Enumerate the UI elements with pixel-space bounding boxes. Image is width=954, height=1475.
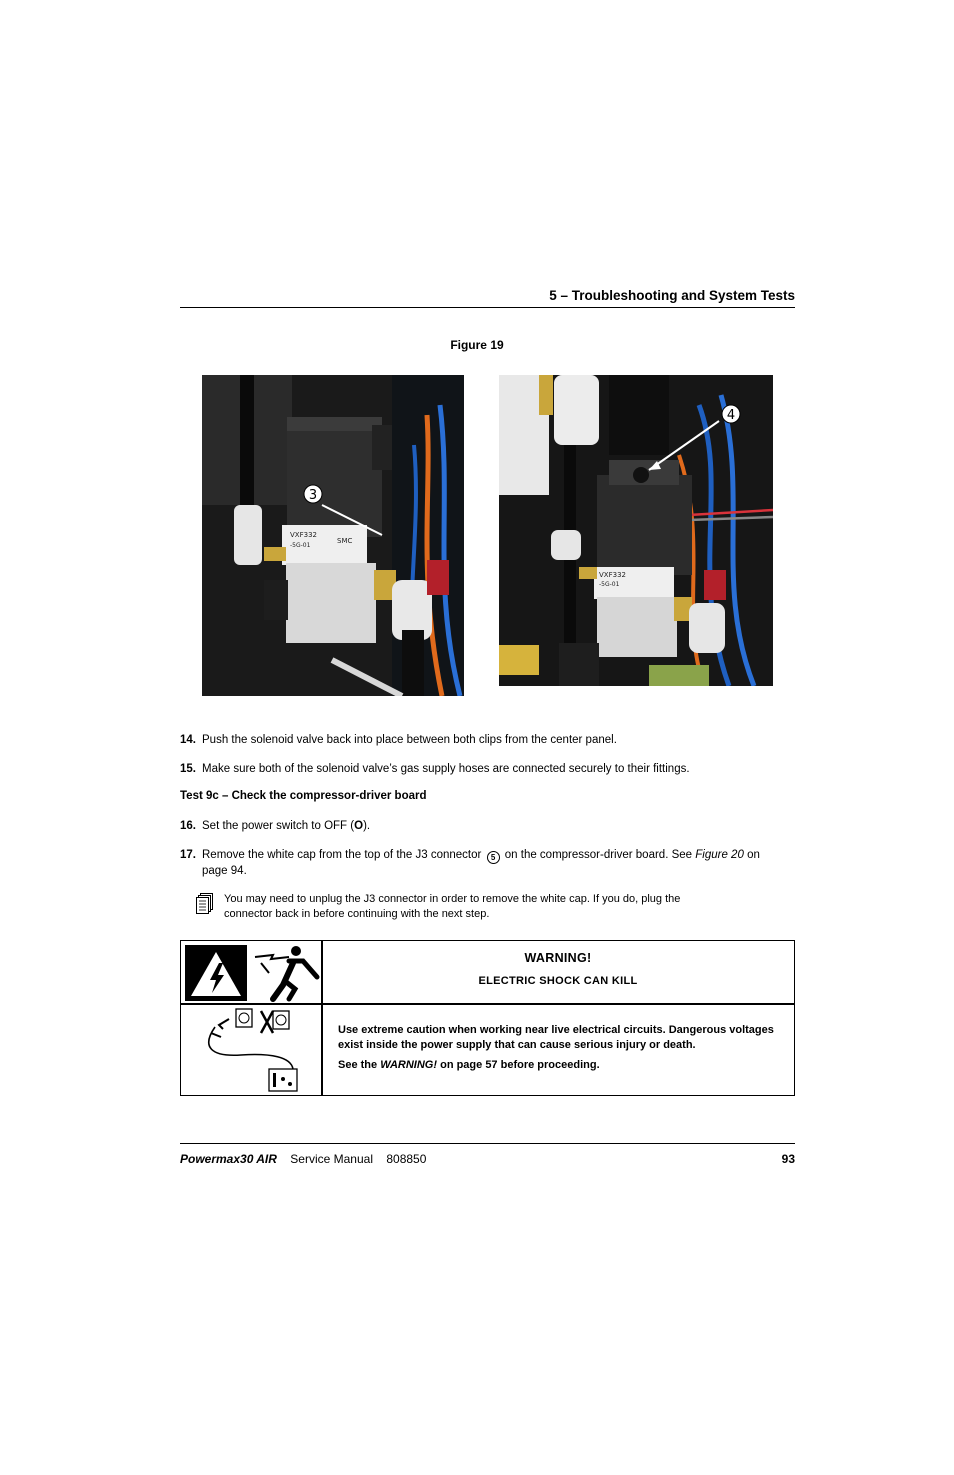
step-16 <box>0 819 954 835</box>
footer-left <box>180 1152 426 1166</box>
warning-box <box>180 940 795 1096</box>
callout-marker-5: 5 <box>487 851 500 864</box>
page-number: 93 <box>781 1152 795 1166</box>
callout-3: 3 <box>308 488 318 503</box>
step-text: Remove the white cap from the top of the J3 connector 5 on the compressor-driver board. See Figure 20 on page 94. <box>202 849 760 877</box>
right-photo <box>499 375 773 686</box>
step-text: Make sure both of the solenoid valve’s gas supply hoses are connected securely to their fittings. <box>202 763 690 775</box>
svg-text:VXF332: VXF332 <box>290 531 317 539</box>
note-icon <box>196 893 214 915</box>
step-14 <box>0 733 954 749</box>
warning-subtitle: ELECTRIC SHOCK CAN KILL <box>478 975 638 987</box>
shock-hazard-icon <box>251 943 321 1003</box>
product-name: Powermax30 AIR <box>180 1152 277 1166</box>
svg-text:SMC: SMC <box>337 537 353 545</box>
figure-reference-link[interactable]: Figure 20 <box>695 849 744 861</box>
section-subheading: Test 9c – Check the compressor-driver board <box>180 790 427 802</box>
unplug-power-icon <box>201 1007 311 1093</box>
figure-title: Figure 19 <box>450 338 504 352</box>
svg-text:VXF332: VXF332 <box>599 571 626 579</box>
warning-body: Use extreme caution when working near live electrical circuits. Dangerous voltages exist inside the power supply that can cause serious injury or death. <box>338 1024 774 1051</box>
step-number: 17. <box>180 849 196 861</box>
header-rule <box>180 307 795 308</box>
step-15 <box>0 762 954 778</box>
part-number: 808850 <box>386 1152 427 1166</box>
chapter-header: 5 – Troubleshooting and System Tests <box>549 288 795 303</box>
off-symbol: O <box>354 820 364 832</box>
warning-title: WARNING! <box>524 951 592 965</box>
callout-4: 4 <box>726 408 736 423</box>
note-text: You may need to unplug the J3 connector in order to remove the white cap. If you do, plug the connector back in before continuing with the next step. <box>224 893 681 920</box>
warning-see-also: See the WARNING! on page 57 before proceeding. <box>338 1059 600 1071</box>
step-17 <box>0 848 954 880</box>
step-text: Push the solenoid valve back into place between both clips from the center panel. <box>202 734 617 746</box>
step-number: 14. <box>180 734 196 746</box>
manual-type: Service Manual <box>290 1152 373 1166</box>
footer-rule <box>180 1143 795 1144</box>
step-number: 15. <box>180 763 196 775</box>
warning-divider <box>181 1003 794 1005</box>
left-photo <box>202 375 464 696</box>
step-text: Set the power switch to OFF (O). <box>202 820 371 832</box>
solenoid-valve-photo-left <box>202 375 464 696</box>
svg-text:-5G-01: -5G-01 <box>290 542 311 549</box>
solenoid-valve-photo-right <box>499 375 773 686</box>
svg-text:-5G-01: -5G-01 <box>599 581 620 588</box>
high-voltage-icon <box>185 945 247 1001</box>
warning-reference-link[interactable]: WARNING! <box>380 1059 438 1071</box>
step-number: 16. <box>180 820 196 832</box>
